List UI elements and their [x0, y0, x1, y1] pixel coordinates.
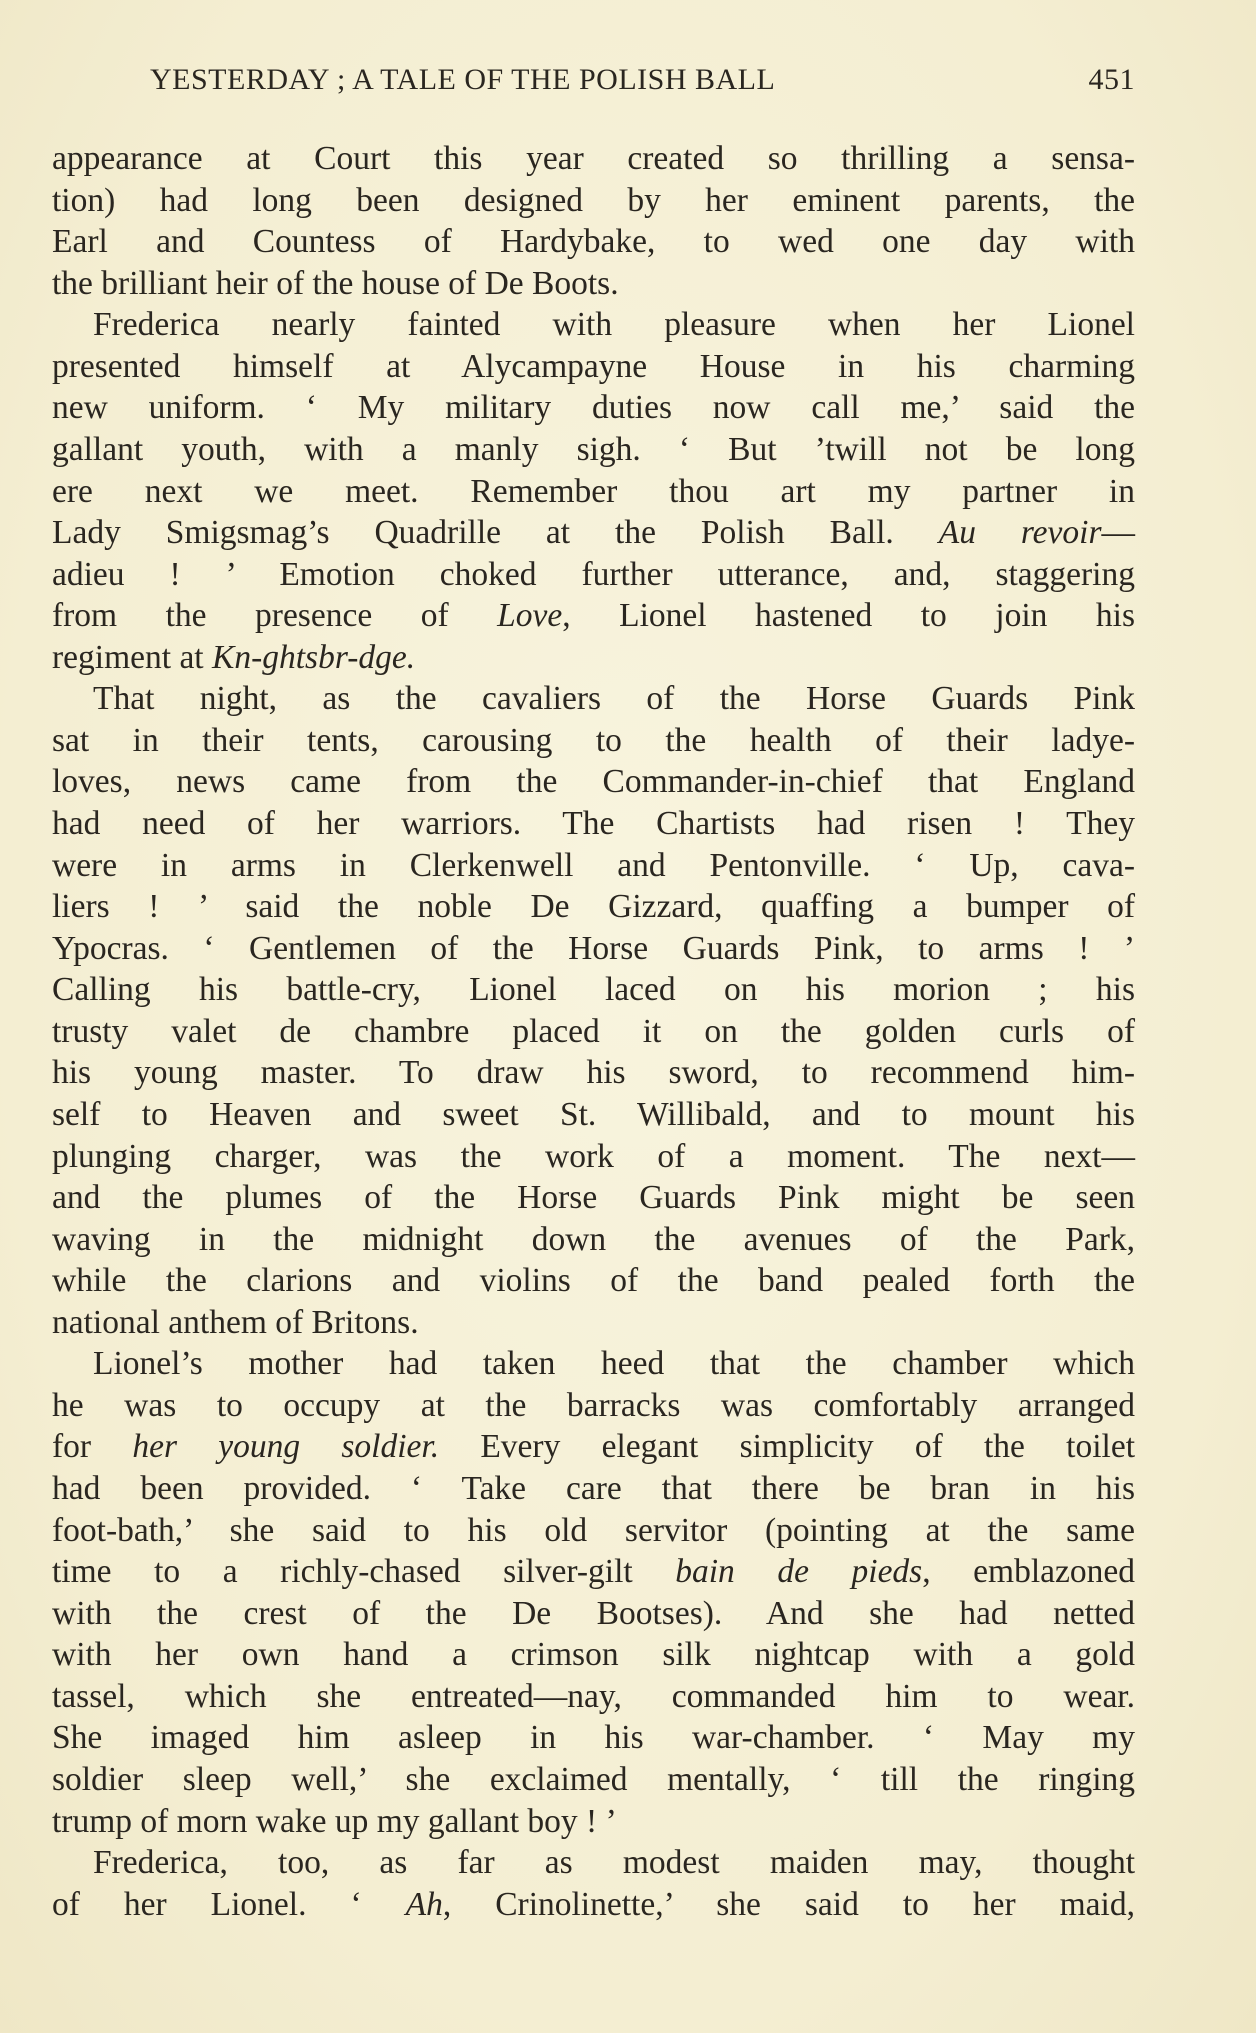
text-line: [52, 1510, 1135, 1552]
text-line: [52, 554, 1135, 596]
text-segment: national anthem of Britons.: [52, 1303, 419, 1341]
text-segment: trump of morn wake up my gallant boy ! ’: [52, 1802, 617, 1840]
text-segment: his young master. To draw his sword, to recommend him-: [52, 1054, 1135, 1092]
text-segment: tassel, which she entreated—nay, commanded him to wear.: [52, 1677, 1135, 1715]
text-line: [52, 1343, 1135, 1385]
text-segment: Every elegant simplicity of the toilet: [439, 1428, 1136, 1466]
text-segment: gallant youth, with a manly sigh. ‘ But ’twill not be long: [52, 430, 1135, 468]
running-header: [150, 60, 1135, 100]
text-line: [52, 845, 1135, 887]
text-line: [52, 886, 1135, 928]
italic-text: her young soldier.: [132, 1428, 440, 1466]
text-segment: liers ! ’ said the noble De Gizzard, quaffing a bumper of: [52, 888, 1135, 926]
text-line: [52, 263, 1135, 305]
text-segment: Calling his battle-cry, Lionel laced on his morion ; his: [52, 971, 1135, 1009]
text-segment: plunging charger, was the work of a moment. The next—: [52, 1137, 1135, 1175]
text-segment: —: [1101, 514, 1136, 552]
text-segment: , Crinolinette,’ she said to her maid,: [442, 1885, 1135, 1923]
text-segment: foot-bath,’ she said to his old servitor (pointing at the same: [52, 1511, 1135, 1549]
text-segment: ere next we meet. Remember thou art my partner in: [52, 472, 1135, 510]
text-line: [52, 429, 1135, 471]
text-segment: Frederica, too, as far as modest maiden may, thought: [93, 1844, 1135, 1882]
text-segment: regiment at: [52, 638, 212, 676]
text-line: [52, 471, 1135, 513]
text-segment: She imaged him asleep in his war-chamber. ‘ May my: [52, 1719, 1135, 1757]
text-segment: self to Heaven and sweet St. Willibald, and to mount his: [52, 1095, 1135, 1133]
text-segment: trusty valet de chambre placed it on the golden curls of: [52, 1012, 1135, 1050]
text-line: [52, 1094, 1135, 1136]
text-segment: loves, news came from the Commander-in-chief that England: [52, 763, 1135, 801]
text-segment: That night, as the cavaliers of the Horse Guards Pink: [93, 680, 1135, 718]
text-line: [52, 304, 1135, 346]
text-line: [52, 1385, 1135, 1427]
text-line: [52, 1717, 1135, 1759]
text-segment: waving in the midnight down the avenues of the Park,: [52, 1220, 1135, 1258]
text-segment: Ypocras. ‘ Gentlemen of the Horse Guards Pink, to arms ! ’: [52, 929, 1135, 967]
text-line: [52, 803, 1135, 845]
text-line: [52, 1302, 1135, 1344]
text-line: [52, 1676, 1135, 1718]
text-segment: while the clarions and violins of the band pealed forth the: [52, 1262, 1135, 1300]
text-segment: sat in their tents, carousing to the health of their ladye-: [52, 721, 1135, 759]
text-segment: he was to occupy at the barracks was comfortably arranged: [52, 1386, 1135, 1424]
text-line: [52, 1593, 1135, 1635]
text-line: [52, 969, 1135, 1011]
text-segment: , emblazoned: [922, 1553, 1135, 1591]
text-line: [52, 1011, 1135, 1053]
text-segment: had need of her warriors. The Chartists had risen ! They: [52, 805, 1135, 842]
text-line: [52, 1468, 1135, 1510]
text-segment: for: [52, 1428, 133, 1466]
text-segment: , Lionel hastened to join his: [562, 597, 1135, 635]
text-segment: had been provided. ‘ Take care that there be bran in his: [52, 1470, 1135, 1507]
text-line: [52, 761, 1135, 803]
text-line: [52, 346, 1135, 388]
text-line: [52, 512, 1135, 554]
text-line: [52, 1842, 1135, 1884]
text-line: [52, 1260, 1135, 1302]
text-segment: appearance at Court this year created so thrilling a sensa-: [52, 140, 1135, 177]
italic-text: Love: [497, 597, 563, 635]
text-line: [52, 678, 1135, 720]
text-line: [52, 720, 1135, 762]
text-line: [52, 1052, 1135, 1094]
text-line: [52, 1634, 1135, 1676]
text-segment: tion) had long been designed by her eminent parents, the: [52, 181, 1135, 219]
text-line: [52, 928, 1135, 970]
text-line: [52, 595, 1135, 637]
text-segment: Lionel’s mother had taken heed that the chamber which: [93, 1345, 1135, 1383]
text-segment: of her Lionel. ‘: [52, 1885, 406, 1923]
italic-text: Au revoir: [938, 514, 1102, 552]
text-line: [52, 1177, 1135, 1219]
running-title: YESTERDAY ; A TALE OF THE POLISH BALL: [150, 63, 776, 96]
italic-text: bain de pieds: [675, 1553, 923, 1591]
text-line: [52, 1426, 1135, 1468]
text-line: [52, 1551, 1135, 1593]
text-line: [52, 1884, 1135, 1926]
text-line: [52, 1801, 1135, 1843]
italic-text: Ah: [405, 1885, 443, 1923]
text-segment: Lady Smigsmag’s Quadrille at the Polish Ball.: [52, 514, 939, 552]
text-segment: presented himself at Alycampayne House in his charming: [52, 347, 1135, 385]
text-segment: soldier sleep well,’ she exclaimed mentally, ‘ till the ringing: [52, 1760, 1135, 1798]
text-segment: Earl and Countess of Hardybake, to wed one day with: [52, 223, 1135, 261]
body-text: [52, 138, 1135, 1925]
text-line: [52, 180, 1135, 222]
italic-text: Kn-ghtsbr-dge.: [212, 638, 416, 676]
text-segment: with the crest of the De Bootses). And she had netted: [52, 1594, 1135, 1632]
text-segment: from the presence of: [52, 597, 498, 635]
text-line: [52, 138, 1135, 180]
text-line: [52, 221, 1135, 263]
text-segment: time to a richly-chased silver-gilt: [52, 1553, 676, 1591]
text-line: [52, 387, 1135, 429]
text-segment: adieu ! ’ Emotion choked further utterance, and, staggering: [52, 555, 1135, 593]
text-line: [52, 1136, 1135, 1178]
text-segment: the brilliant heir of the house of De Boots.: [52, 264, 619, 302]
text-segment: Frederica nearly fainted with pleasure when her Lionel: [93, 306, 1135, 344]
page-number: 451: [1088, 63, 1135, 96]
text-segment: with her own hand a crimson silk nightcap with a gold: [52, 1636, 1135, 1674]
text-segment: were in arms in Clerkenwell and Pentonville. ‘ Up, cava-: [52, 846, 1135, 884]
text-line: [52, 1219, 1135, 1261]
text-line: [52, 637, 1135, 679]
text-segment: new uniform. ‘ My military duties now call me,’ said the: [52, 389, 1135, 427]
text-segment: and the plumes of the Horse Guards Pink might be seen: [52, 1179, 1135, 1217]
text-line: [52, 1759, 1135, 1801]
